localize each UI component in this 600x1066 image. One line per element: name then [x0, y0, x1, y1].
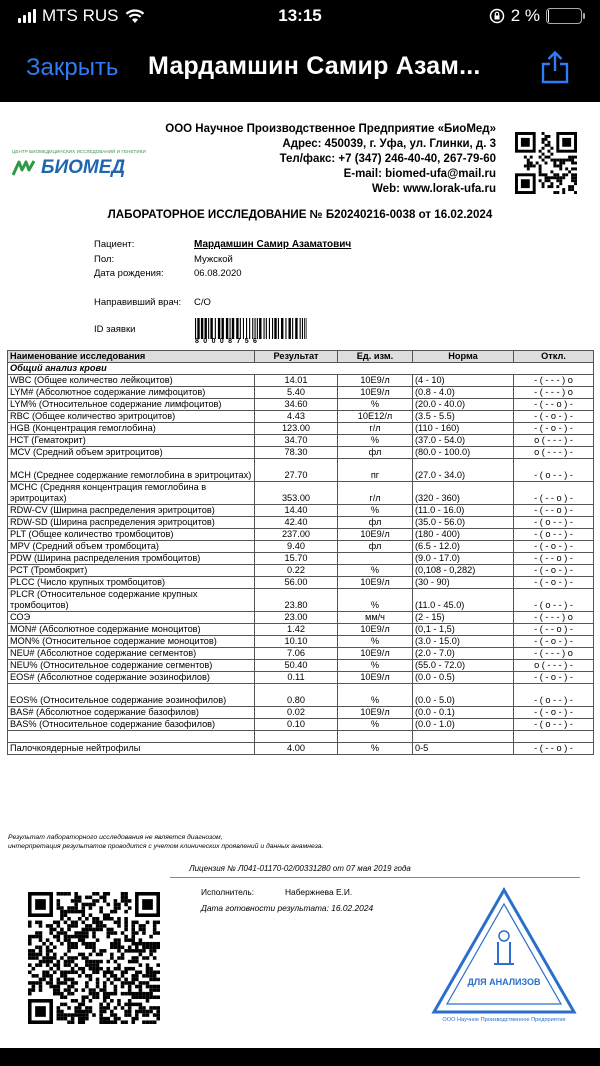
table-row — [8, 577, 594, 589]
deviation-cell: - ( - - - ) о — [514, 375, 594, 387]
test-name-cell — [8, 731, 255, 743]
table-row — [8, 482, 594, 505]
norm-cell: (3.5 - 5.5) — [413, 411, 514, 423]
table-row — [8, 517, 594, 529]
deviation-cell: - ( - - - ) о — [514, 387, 594, 399]
table-row — [8, 411, 594, 423]
test-name-cell: Палочкоядерные нейтрофилы — [8, 743, 255, 755]
result-cell: 4.43 — [255, 411, 338, 423]
header-test-name: Наименование исследования — [8, 351, 255, 363]
results-table — [7, 350, 594, 755]
unit-cell: фл — [338, 541, 413, 553]
result-cell: 27.70 — [255, 459, 338, 482]
deviation-cell: - ( - о - ) - — [514, 411, 594, 423]
org-phone: Тел/факс: +7 (347) 246-40-40, 267-79-60 — [279, 153, 496, 165]
deviation-cell: - ( - - о ) - — [514, 399, 594, 411]
result-cell: 56.00 — [255, 577, 338, 589]
result-cell: 7.06 — [255, 648, 338, 660]
test-name-cell: MON% (Относительное содержание моноцитов) — [8, 636, 255, 648]
unit-cell: 10E9/л — [338, 648, 413, 660]
logo-text: БИОМЕД — [41, 157, 126, 178]
report-title: ЛАБОРАТОРНОЕ ИССЛЕДОВАНИЕ № Б20240216-0038 от 16.02.2024 — [107, 208, 493, 221]
test-name-cell: EOS% (Относительное содержание эозинофилов) — [8, 684, 255, 707]
qr-code-icon — [515, 132, 577, 194]
result-cell: 23.00 — [255, 612, 338, 624]
table-row — [8, 387, 594, 399]
unit-cell: 10E9/л — [338, 672, 413, 684]
test-name-cell: BAS% (Относительное содержание базофилов) — [8, 719, 255, 731]
barcode-number: 80008756 — [195, 338, 262, 345]
table-row — [8, 731, 594, 743]
unit-cell: % — [338, 636, 413, 648]
org-web: Web: www.lorak-ufa.ru — [372, 183, 496, 195]
deviation-cell: - ( - о - ) - — [514, 636, 594, 648]
unit-cell: % — [338, 399, 413, 411]
unit-cell: 10E9/л — [338, 624, 413, 636]
deviation-cell: - ( - о - ) - — [514, 672, 594, 684]
request-id-label: ID заявки — [94, 324, 136, 335]
table-row — [8, 636, 594, 648]
deviation-cell: - ( о - - ) - — [514, 459, 594, 482]
table-row — [8, 719, 594, 731]
header-deviation: Откл. — [514, 351, 594, 363]
norm-cell: (6.5 - 12.0) — [413, 541, 514, 553]
test-name-cell: MPV (Средний объем тромбоцита) — [8, 541, 255, 553]
organization-header — [165, 122, 496, 197]
deviation-cell: - ( о - - ) - — [514, 517, 594, 529]
unit-cell — [338, 731, 413, 743]
test-name-cell: LYM# (Абсолютное содержание лимфоцитов) — [8, 387, 255, 399]
lab-report-page — [0, 102, 600, 1048]
table-row — [8, 565, 594, 577]
deviation-cell: - ( - о - ) - — [514, 577, 594, 589]
referring-doctor-value: С/О — [194, 297, 211, 308]
norm-cell: (11.0 - 16.0) — [413, 505, 514, 517]
table-row — [8, 553, 594, 565]
share-icon[interactable] — [538, 50, 572, 84]
norm-cell: (11.0 - 45.0) — [413, 589, 514, 612]
deviation-cell: - ( о - - ) - — [514, 719, 594, 731]
norm-cell — [413, 731, 514, 743]
unit-cell: % — [338, 435, 413, 447]
battery-icon — [546, 8, 582, 24]
unit-cell: 10E12/л — [338, 411, 413, 423]
test-name-cell: HCT (Гематокрит) — [8, 435, 255, 447]
navigation-bar — [0, 34, 600, 102]
norm-cell: (0,108 - 0,282) — [413, 565, 514, 577]
test-name-cell: PLCC (Число крупных тромбоцитов) — [8, 577, 255, 589]
result-cell: 0.10 — [255, 719, 338, 731]
unit-cell: 10E9/л — [338, 577, 413, 589]
section-title: Общий анализ крови — [8, 363, 594, 375]
test-name-cell: PLT (Общее количество тромбоцитов) — [8, 529, 255, 541]
result-cell — [255, 731, 338, 743]
table-row — [8, 743, 594, 755]
table-row — [8, 672, 594, 684]
result-cell: 0.80 — [255, 684, 338, 707]
unit-cell: фл — [338, 447, 413, 459]
norm-cell: (0.0 - 1.0) — [413, 719, 514, 731]
orientation-lock-icon — [489, 8, 505, 24]
clock: 13:15 — [278, 6, 322, 25]
norm-cell: (80.0 - 100.0) — [413, 447, 514, 459]
result-cell: 0.11 — [255, 672, 338, 684]
battery-percent: 2 % — [510, 6, 540, 25]
norm-cell: (0.0 - 0.5) — [413, 672, 514, 684]
unit-cell: 10E9/л — [338, 375, 413, 387]
executor-block — [201, 884, 373, 916]
test-name-cell: PDW (Ширина распределения тромбоцитов) — [8, 553, 255, 565]
deviation-cell: - ( - о - ) - — [514, 565, 594, 577]
result-cell: 123.00 — [255, 423, 338, 435]
test-name-cell: MCV (Средний объем эритроцитов) — [8, 447, 255, 459]
deviation-cell: - ( - - о ) - — [514, 624, 594, 636]
table-row — [8, 505, 594, 517]
deviation-cell: - ( - - о ) - — [514, 743, 594, 755]
test-name-cell: MON# (Абсолютное содержание моноцитов) — [8, 624, 255, 636]
table-row — [8, 648, 594, 660]
result-cell: 14.01 — [255, 375, 338, 387]
result-cell: 237.00 — [255, 529, 338, 541]
table-row — [8, 423, 594, 435]
unit-cell: % — [338, 660, 413, 672]
stamp-bottom-text: ООО Научное Производственное Предприятие — [442, 1017, 566, 1023]
header-unit: Ед. изм. — [338, 351, 413, 363]
deviation-cell: - ( - о - ) - — [514, 707, 594, 719]
result-cell: 15.70 — [255, 553, 338, 565]
norm-cell: (0.8 - 4.0) — [413, 387, 514, 399]
org-address: Адрес: 450039, г. Уфа, ул. Глинки, д. 3 — [282, 138, 496, 150]
test-name-cell: NEU# (Абсолютное содержание сегментов) — [8, 648, 255, 660]
unit-cell: % — [338, 743, 413, 755]
org-email: E-mail: biomed-ufa@mail.ru — [343, 168, 496, 180]
table-row — [8, 459, 594, 482]
unit-cell: пг — [338, 459, 413, 482]
test-name-cell: RBC (Общее количество эритроцитов) — [8, 411, 255, 423]
test-name-cell: PCT (Тромбокрит) — [8, 565, 255, 577]
norm-cell: (37.0 - 54.0) — [413, 435, 514, 447]
sex-value: Мужской — [194, 254, 233, 265]
executor-label: Исполнитель: — [201, 887, 255, 897]
lab-stamp-icon — [428, 884, 580, 1024]
unit-cell: 10E9/л — [338, 529, 413, 541]
deviation-cell: - ( - - о ) - — [514, 505, 594, 517]
norm-cell: (55.0 - 72.0) — [413, 660, 514, 672]
stamp-label: ДЛЯ АНАЛИЗОВ — [467, 977, 541, 987]
result-cell: 23.80 — [255, 589, 338, 612]
norm-cell: (180 - 400) — [413, 529, 514, 541]
deviation-cell: - ( о - - ) - — [514, 684, 594, 707]
unit-cell: % — [338, 719, 413, 731]
test-name-cell: RDW-CV (Ширина распределения эритроцитов) — [8, 505, 255, 517]
table-row — [8, 707, 594, 719]
result-cell: 78.30 — [255, 447, 338, 459]
result-cell: 1.42 — [255, 624, 338, 636]
patient-name: Мардамшин Самир Азаматович — [194, 239, 352, 250]
deviation-cell: - ( о - - ) - — [514, 589, 594, 612]
deviation-cell: о ( - - - ) - — [514, 660, 594, 672]
table-row — [8, 624, 594, 636]
document-title: Мардамшин Самир Азам... — [148, 52, 481, 80]
result-cell: 5.40 — [255, 387, 338, 399]
norm-cell: 0-5 — [413, 743, 514, 755]
disclaimer-note: Результат лабораторного исследования не является диагнозом, интерпретация результатов проводится с учетом клинических проявлений и данных анамнеза. — [8, 834, 324, 850]
norm-cell: (110 - 160) — [413, 423, 514, 435]
close-button[interactable]: Закрыть — [26, 54, 119, 81]
result-cell: 0.02 — [255, 707, 338, 719]
table-row — [8, 399, 594, 411]
norm-cell: (9.0 - 17.0) — [413, 553, 514, 565]
deviation-cell: - ( - - о ) - — [514, 553, 594, 565]
result-cell: 14.40 — [255, 505, 338, 517]
norm-cell: (320 - 360) — [413, 482, 514, 505]
test-name-cell: EOS# (Абсолютное содержание эозинофилов) — [8, 672, 255, 684]
unit-cell: фл — [338, 517, 413, 529]
test-name-cell: RDW-SD (Ширина распределения эритроцитов) — [8, 517, 255, 529]
unit-cell: г/л — [338, 482, 413, 505]
norm-cell: (20.0 - 40.0) — [413, 399, 514, 411]
table-row — [8, 375, 594, 387]
table-row — [8, 660, 594, 672]
norm-cell: (35.0 - 56.0) — [413, 517, 514, 529]
logo-tagline: ЦЕНТР БИОМЕДИЦИНСКИХ ИССЛЕДОВАНИЙ И ГЕНЕТИКИ — [12, 149, 146, 154]
deviation-cell: - ( - о - ) - — [514, 541, 594, 553]
table-row — [8, 684, 594, 707]
sex-label: Пол: — [94, 254, 115, 265]
barcode-icon — [195, 318, 307, 339]
result-cell: 4.00 — [255, 743, 338, 755]
norm-cell: (30 - 90) — [413, 577, 514, 589]
unit-cell: 10E9/л — [338, 707, 413, 719]
norm-cell: (4 - 10) — [413, 375, 514, 387]
deviation-cell: о ( - - - ) - — [514, 447, 594, 459]
unit-cell: 10E9/л — [338, 387, 413, 399]
norm-cell: (2.0 - 7.0) — [413, 648, 514, 660]
test-name-cell: MCHC (Средняя концентрация гемоглобина в эритроцитах) — [8, 482, 255, 505]
divider — [170, 877, 580, 878]
result-cell: 10.10 — [255, 636, 338, 648]
deviation-cell: - ( - - - ) о — [514, 648, 594, 660]
norm-cell: (0,1 - 1,5) — [413, 624, 514, 636]
result-cell: 353.00 — [255, 482, 338, 505]
norm-cell: (27.0 - 34.0) — [413, 459, 514, 482]
result-cell: 50.40 — [255, 660, 338, 672]
test-name-cell: NEU% (Относительное содержание сегментов) — [8, 660, 255, 672]
ready-date-value: 16.02.2024 — [331, 903, 374, 913]
executor-name: Набержнева Е.И. — [285, 887, 353, 897]
table-row — [8, 435, 594, 447]
referring-doctor-label: Направивший врач: — [94, 297, 182, 308]
qr-code-icon — [28, 892, 160, 1024]
unit-cell: мм/ч — [338, 612, 413, 624]
bottom-bar — [0, 1048, 600, 1066]
test-name-cell: BAS# (Абсолютное содержание базофилов) — [8, 707, 255, 719]
carrier-name: MTS RUS — [42, 6, 119, 25]
org-name: ООО Научное Производственное Предприятие «БиоМед» — [165, 123, 496, 135]
deviation-cell — [514, 731, 594, 743]
status-bar — [0, 0, 600, 34]
norm-cell: (0.0 - 0.1) — [413, 707, 514, 719]
battery-level — [548, 10, 549, 22]
table-row — [8, 589, 594, 612]
deviation-cell: о ( - - - ) - — [514, 435, 594, 447]
result-cell: 34.70 — [255, 435, 338, 447]
deviation-cell: - ( - - - ) о — [514, 612, 594, 624]
result-cell: 0.22 — [255, 565, 338, 577]
biomed-logo — [12, 149, 146, 179]
table-row — [8, 612, 594, 624]
unit-cell: % — [338, 505, 413, 517]
norm-cell: (3.0 - 15.0) — [413, 636, 514, 648]
result-cell: 42.40 — [255, 517, 338, 529]
unit-cell — [338, 553, 413, 565]
deviation-cell: - ( - - о ) - — [514, 482, 594, 505]
unit-cell: % — [338, 589, 413, 612]
table-row — [8, 529, 594, 541]
header-norm: Норма — [413, 351, 514, 363]
norm-cell: (0.0 - 5.0) — [413, 684, 514, 707]
result-cell: 9.40 — [255, 541, 338, 553]
result-cell: 34.60 — [255, 399, 338, 411]
deviation-cell: - ( о - - ) - — [514, 529, 594, 541]
test-name-cell: СОЭ — [8, 612, 255, 624]
dob-label: Дата рождения: — [94, 268, 164, 279]
unit-cell: % — [338, 684, 413, 707]
test-name-cell: PLCR (Относительное содержание крупных тромбоцитов) — [8, 589, 255, 612]
license-text: Лицензия № Л041-01170-02/00331280 от 07 мая 2019 года — [189, 864, 411, 873]
header-result: Результат — [255, 351, 338, 363]
ready-date-label: Дата готовности результата: — [201, 903, 329, 913]
dob-value: 06.08.2020 — [194, 268, 242, 279]
patient-label: Пациент: — [94, 239, 135, 250]
unit-cell: г/л — [338, 423, 413, 435]
unit-cell: % — [338, 565, 413, 577]
test-name-cell: WBC (Общее количество лейкоцитов) — [8, 375, 255, 387]
table-row — [8, 447, 594, 459]
test-name-cell: HGB (Концентрация гемоглобина) — [8, 423, 255, 435]
table-row — [8, 541, 594, 553]
norm-cell: (2 - 15) — [413, 612, 514, 624]
logo-mark-icon — [12, 160, 38, 176]
test-name-cell: MCH (Среднее содержание гемоглобина в эритроцитах) — [8, 459, 255, 482]
test-name-cell: LYM% (Относительное содержание лимфоцитов) — [8, 399, 255, 411]
deviation-cell: - ( - о - ) - — [514, 423, 594, 435]
